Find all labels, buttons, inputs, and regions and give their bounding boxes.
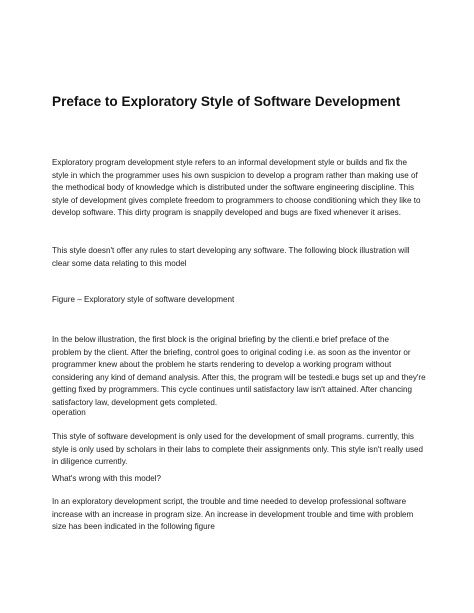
text-line: style of development gives complete freedom to programmers to choose conditioning which they like to	[52, 195, 421, 205]
paragraph-illustration	[52, 334, 426, 410]
text-line: develop software. This dirty program is snappily developed and bugs are fixed whenever it arises.	[52, 208, 401, 218]
text-line: In the below illustration, the first block is the original briefing by the clienti.e brief preface of the	[52, 335, 389, 344]
text-line: programmer knew about the problem he starts rendering to develop a working program without	[52, 360, 392, 370]
section-heading-whats-wrong	[52, 473, 426, 486]
text-line: clear some data relating to this model	[52, 258, 187, 268]
text-line: In an exploratory development script, the trouble and time needed to develop professional software	[52, 497, 407, 506]
text-line: the methodical body of knowledge which is distributed under the software engineering discipline. This	[52, 183, 415, 193]
text-line: problem by the client. After the briefing, control goes to original coding i.e. as soon as the inventor or	[52, 347, 411, 357]
text-line: Exploratory program development style refers to an informal development style or builds and fix the	[52, 158, 407, 167]
paragraph-rules	[52, 245, 426, 270]
paragraph-intro	[52, 157, 426, 220]
text-line: getting fixed by programmers. This cycle continues until satisfactory law isn't attained. After chancing	[52, 385, 412, 395]
text-line: What's wrong with this model?	[52, 474, 162, 483]
text-line: size has been indicated in the following figure	[52, 522, 215, 532]
paragraph-whats-wrong	[52, 496, 426, 534]
figure-caption	[52, 294, 426, 307]
text-line: in diligence currently.	[52, 457, 128, 467]
text-line: increase with an increase in program size. An increase in development trouble and time with problem	[52, 509, 414, 519]
document-title: Preface to Exploratory Style of Software Development	[52, 94, 401, 109]
text-line: satisfactory law, development gets completed.	[52, 397, 218, 407]
text-line: operation	[52, 408, 86, 417]
section-heading-operation	[52, 407, 426, 420]
text-line: This style of software development is only used for the development of small programs. currently, this	[52, 432, 414, 441]
text-line: Figure – Exploratory style of software development	[52, 295, 235, 304]
text-line: style is only used by scholars in their labs to complete their assignments only. This style isn't really used	[52, 444, 424, 454]
paragraph-operation	[52, 431, 426, 469]
text-line: This style doesn't offer any rules to start developing any software. The following block illustration will	[52, 246, 410, 255]
text-line: considering any kind of demand analysis. After this, the program will be testedi.e bugs set up and they're	[52, 372, 426, 382]
text-line: style in which the programmer uses his own suspicion to develop a program rather than making use of	[52, 170, 418, 180]
